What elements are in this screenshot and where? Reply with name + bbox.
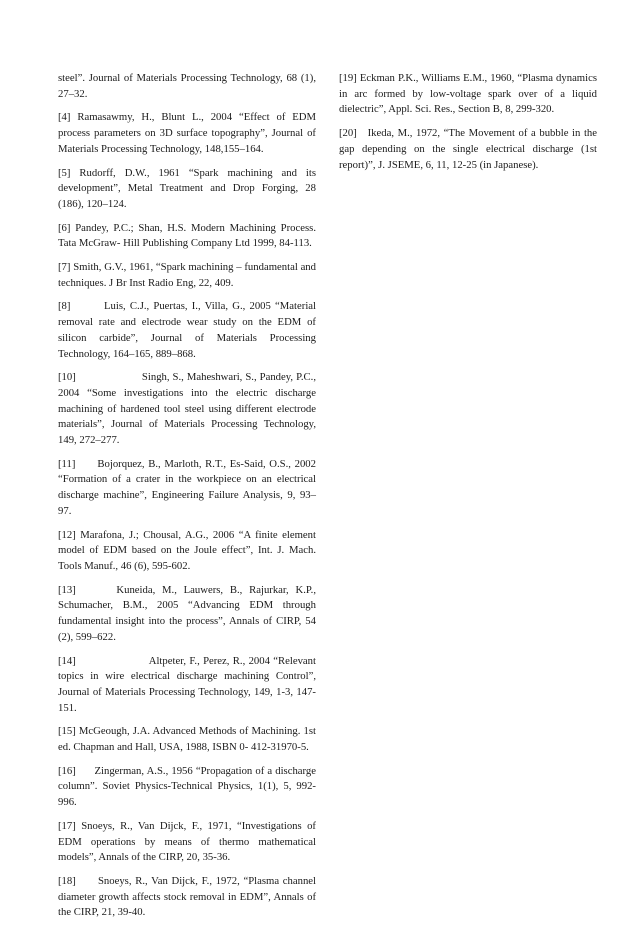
reference-entry: [15] McGeough, J.A. Advanced Methods of Machining. 1st ed. Chapman and Hall, USA, 1988, ISBN 0- 412-31970-5. — [58, 725, 316, 754]
reference-entry: [14] Altpeter, F., Perez, R., 2004 “Relevant topics in wire electrical discharge machining Control”, Journal of Materials Processing Technology, 149, 1-3, 147-151. — [58, 654, 316, 714]
reference-entry: [4] Ramasawmy, H., Blunt L., 2004 “Effect of EDM process parameters on 3D surface topography”, Journal of Materials Processing Technology, 148,155–164. — [58, 111, 316, 155]
reference-entry: [11] Bojorquez, B., Marloth, R.T., Es-Said, O.S., 2002 “Formation of a crater in the workpiece on an electrical discharge machine”, Engineering Failure Analysis, 9, 93–97. — [58, 457, 316, 517]
reference-entry: [12] Marafona, J.; Chousal, A.G., 2006 “A finite element model of EDM based on the Joule effect”, Int. J. Mach. Tools Manuf., 46 (6), 595-602. — [58, 528, 316, 572]
references-left-column — [58, 71, 316, 929]
reference-entry: [5] Rudorff, D.W., 1961 “Spark machining and its development”, Metal Treatment and Drop Forging, 28 (186), 120–124. — [58, 166, 316, 210]
reference-entry: [19] Eckman P.K., Williams E.M., 1960, “Plasma dynamics in arc formed by low-voltage spark over of a liquid dielectric”, Appl. Sci. Res., Section B, 8, 299-320. — [339, 72, 597, 116]
reference-entry: [20] Ikeda, M., 1972, “The Movement of a bubble in the gap depending on the single electrical discharge (1st report)”, J. JSEME, 6, 11, 12-25 (in Japanese). — [339, 127, 597, 171]
reference-entry: [6] Pandey, P.C.; Shan, H.S. Modern Machining Process. Tata McGraw- Hill Publishing Company Ltd 1999, 84-113. — [58, 221, 316, 250]
reference-entry: [13] Kuneida, M., Lauwers, B., Rajurkar, K.P., Schumacher, B.M., 2005 “Advancing EDM through fundamental insight into the process”, Annals of CIRP, 54 (2), 599–622. — [58, 583, 316, 643]
reference-entry: steel”. Journal of Materials Processing Technology, 68 (1), 27–32. — [58, 72, 316, 100]
reference-entry: [8] Luis, C.J., Puertas, I., Villa, G., 2005 “Material removal rate and electrode wear study on the EDM of silicon carbide”, Journal of Materials Processing Technology, 164–165, 889–868. — [58, 300, 316, 360]
reference-entry: [16] Zingerman, A.S., 1956 “Propagation of a discharge column”. Soviet Physics-Technical Physics, 1(1), 5, 992-996. — [58, 764, 316, 809]
reference-entry: [17] Snoeys, R., Van Dijck, F., 1971, “Investigations of EDM operations by means of thermo mathematical models”, Annals of the CIRP, 20, 35-36. — [58, 819, 316, 864]
references-right-column — [339, 71, 597, 181]
reference-entry: [10] Singh, S., Maheshwari, S., Pandey, P.C., 2004 “Some investigations into the electric discharge machining of hardened tool steel using different electrode materials”, Journal of Materials Processing Technology, 149, 272–277. — [58, 371, 316, 447]
reference-entry: [18] Snoeys, R., Van Dijck, F., 1972, “Plasma channel diameter growth affects stock removal in EDM”, Annals of the CIRP, 21, 39-40. — [58, 874, 316, 919]
reference-entry: [7] Smith, G.V., 1961, “Spark machining – fundamental and techniques. J Br Inst Radio Eng, 22, 409. — [58, 261, 316, 289]
